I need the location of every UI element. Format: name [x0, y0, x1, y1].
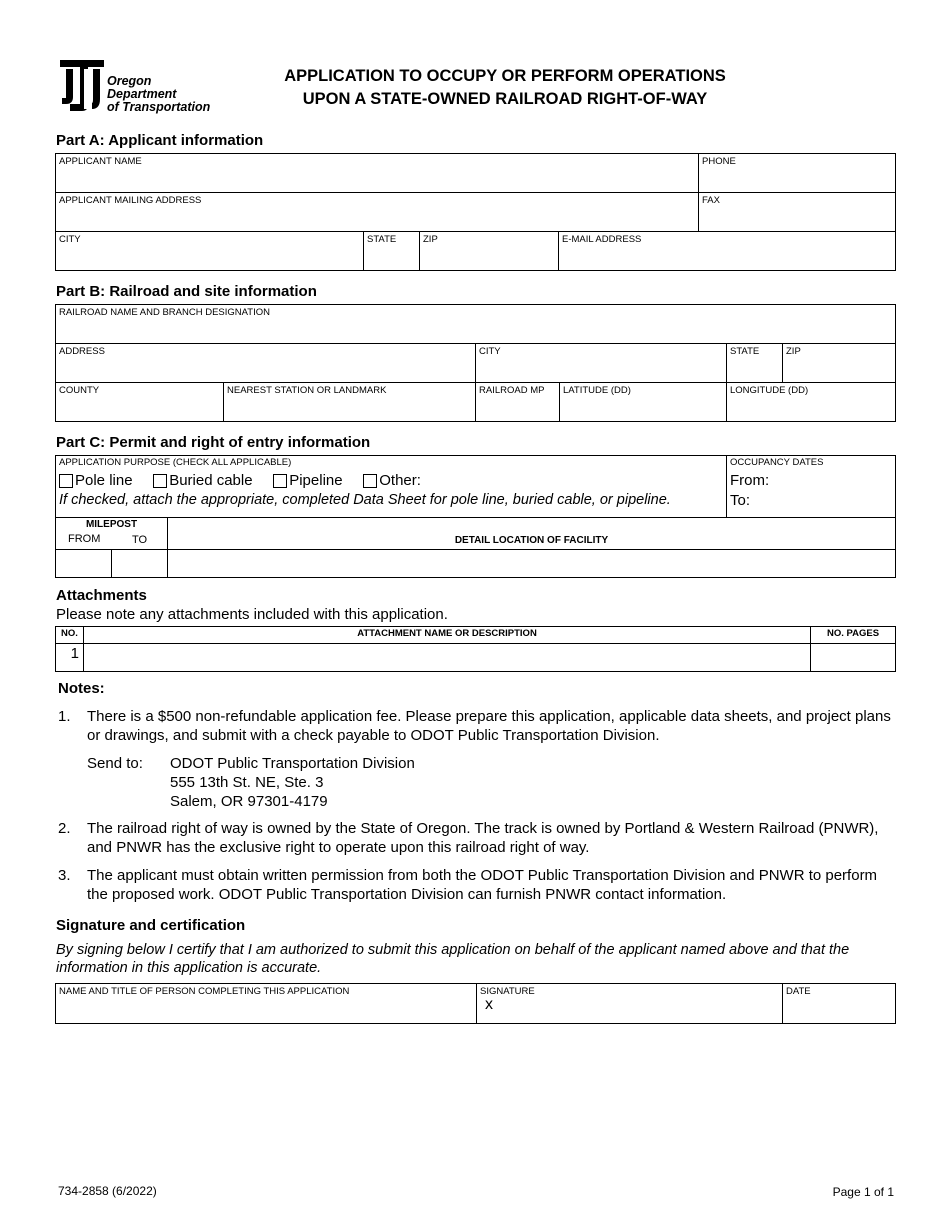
page-number: Page 1 of 1: [832, 1185, 894, 1199]
nearest-station-field[interactable]: [224, 383, 476, 422]
buried-cable-label: Buried cable: [169, 472, 253, 489]
occupancy-dates-label: OCCUPANCY DATES: [730, 457, 824, 468]
nearest-station-label: NEAREST STATION OR LANDMARK: [227, 385, 387, 396]
title-line-2: UPON A STATE-OWNED RAILROAD RIGHT-OF-WAY: [302, 90, 708, 108]
latitude-field[interactable]: [560, 383, 727, 422]
date-field[interactable]: [783, 984, 896, 1024]
city-field[interactable]: [56, 232, 364, 271]
county-label: COUNTY: [59, 385, 100, 396]
site-address-label: ADDRESS: [59, 346, 105, 357]
zip-field[interactable]: [420, 232, 559, 271]
milepost-to-field[interactable]: [112, 550, 168, 578]
pole-line-label: Pole line: [75, 472, 133, 489]
send-to-label: Send to:: [87, 755, 143, 772]
note-1-number: 1.: [58, 708, 71, 725]
send-to-line-2: 555 13th St. NE, Ste. 3: [170, 774, 324, 791]
email-field[interactable]: [559, 232, 896, 271]
name-title-label: NAME AND TITLE OF PERSON COMPLETING THIS APPLICATION: [59, 986, 350, 997]
milepost-from-field[interactable]: [56, 550, 112, 578]
logo-line-2: Department: [107, 87, 177, 101]
attachments-table: [55, 626, 896, 672]
other-label: Other:: [379, 472, 421, 489]
site-state-label: STATE: [730, 346, 760, 357]
attachment-pages-field[interactable]: [811, 644, 896, 672]
note-3-text: The applicant must obtain written permission from both the ODOT Public Transportation Division and PNWR to perform the proposed work. ODOT Public Transportation Division can furnish PNWR contact information.: [87, 867, 878, 903]
application-purpose-cell: [56, 456, 727, 518]
occupancy-from-label: From:: [730, 472, 770, 489]
zip-label: ZIP: [423, 234, 438, 245]
note-1-text: There is a $500 non-refundable application fee. Please prepare this application, applicable data sheets, and project plans or drawings, and submit with a check payable to ODOT Public Transportation Division.: [87, 708, 891, 744]
detail-location-field[interactable]: [168, 550, 896, 578]
signature-field[interactable]: [477, 984, 783, 1024]
mailing-address-field[interactable]: [56, 193, 699, 232]
state-label: STATE: [367, 234, 397, 245]
signature-x-mark: x: [485, 996, 493, 1013]
col-no-header: NO.: [56, 627, 84, 644]
phone-field[interactable]: [699, 154, 896, 193]
site-zip-field[interactable]: [783, 344, 896, 383]
railroad-mp-field[interactable]: [476, 383, 560, 422]
logo-line-3: of Transportation: [107, 100, 211, 114]
part-b-heading: Part B: Railroad and site information: [56, 283, 317, 300]
data-sheet-instruction: If checked, attach the appropriate, completed Data Sheet for pole line, buried cable, or pipeline.: [59, 492, 671, 508]
detail-location-label: DETAIL LOCATION OF FACILITY: [454, 535, 609, 546]
occupancy-to-label: To:: [730, 492, 751, 509]
logo-wordmark: [107, 75, 210, 114]
part-c-heading: Part C: Permit and right of entry information: [56, 434, 371, 451]
longitude-field[interactable]: [727, 383, 896, 422]
option-pole-line[interactable]: [59, 472, 133, 489]
attachments-heading: Attachments: [56, 587, 147, 604]
site-city-field[interactable]: [476, 344, 727, 383]
part-a-table: [55, 153, 896, 271]
city-label: CITY: [59, 234, 81, 245]
form-number: 734-2858 (6/2022): [58, 1184, 157, 1198]
send-to-address: [170, 754, 415, 811]
attachment-row-number: 1: [56, 644, 84, 672]
detail-location-header: [168, 518, 896, 550]
note-2-text: The railroad right of way is owned by the State of Oregon. The track is owned by Portland & Western Railroad (PNWR), and PNWR has the exclusive right to operate upon this railroad right of way.: [87, 820, 879, 856]
latitude-label: LATITUDE (DD): [563, 385, 631, 396]
milepost-to-label: TO: [132, 534, 148, 546]
note-2-number: 2.: [58, 820, 71, 837]
note-3-number: 3.: [58, 867, 71, 884]
site-state-field[interactable]: [727, 344, 783, 383]
email-label: E-MAIL ADDRESS: [562, 234, 642, 245]
milepost-header: [56, 518, 168, 550]
part-b-table: [55, 304, 896, 422]
date-label: DATE: [786, 986, 811, 997]
milepost-label: MILEPOST: [85, 519, 138, 530]
site-address-field[interactable]: [56, 344, 476, 383]
form-title: [240, 65, 770, 111]
col-name-header: ATTACHMENT NAME OR DESCRIPTION: [84, 627, 811, 644]
railroad-name-label: RAILROAD NAME AND BRANCH DESIGNATION: [59, 307, 270, 318]
notes-heading: Notes:: [58, 680, 105, 697]
site-city-label: CITY: [479, 346, 501, 357]
option-pipeline[interactable]: [273, 472, 342, 489]
purpose-label: APPLICATION PURPOSE (CHECK ALL APPLICABLE): [59, 457, 292, 468]
longitude-label: LONGITUDE (DD): [730, 385, 809, 396]
applicant-name-label: APPLICANT NAME: [59, 156, 142, 167]
applicant-name-field[interactable]: [56, 154, 699, 193]
attachment-name-field[interactable]: [84, 644, 811, 672]
site-zip-label: ZIP: [786, 346, 801, 357]
send-to-line-1: ODOT Public Transportation Division: [170, 755, 415, 772]
pipeline-checkbox[interactable]: [273, 474, 287, 488]
mailing-address-label: APPLICANT MAILING ADDRESS: [59, 195, 202, 206]
milepost-from-label: FROM: [68, 533, 101, 545]
option-other[interactable]: [363, 472, 421, 489]
pole-line-checkbox[interactable]: [59, 474, 73, 488]
certification-statement: By signing below I certify that I am authorized to submit this application on behalf of the applicant named above and that the information in this application is accurate.: [56, 942, 850, 976]
option-buried-cable[interactable]: [153, 472, 252, 489]
buried-cable-checkbox[interactable]: [153, 474, 167, 488]
odot-logo-mark-icon: [58, 57, 106, 113]
title-line-1: APPLICATION TO OCCUPY OR PERFORM OPERATIONS: [284, 67, 726, 85]
signature-label: SIGNATURE: [480, 986, 535, 997]
occupancy-dates-cell[interactable]: [727, 456, 896, 518]
county-field[interactable]: [56, 383, 224, 422]
name-title-field[interactable]: [56, 984, 477, 1024]
send-to-line-3: Salem, OR 97301-4179: [170, 793, 328, 810]
fax-label: FAX: [702, 195, 720, 206]
logo-line-1: Oregon: [107, 74, 152, 88]
railroad-mp-label: RAILROAD MP: [479, 385, 545, 396]
other-checkbox[interactable]: [363, 474, 377, 488]
part-c-table: [55, 455, 896, 578]
attachments-note: Please note any attachments included with this application.: [56, 606, 448, 623]
state-field[interactable]: [364, 232, 420, 271]
col-pages-header: NO. PAGES: [811, 627, 896, 644]
pipeline-label: Pipeline: [289, 472, 343, 489]
odot-logo: [58, 57, 230, 113]
railroad-name-field[interactable]: [56, 305, 896, 344]
part-a-heading: Part A: Applicant information: [56, 132, 264, 149]
signature-table: [55, 983, 896, 1024]
signature-heading: Signature and certification: [56, 917, 246, 934]
fax-field[interactable]: [699, 193, 896, 232]
phone-label: PHONE: [702, 156, 736, 167]
